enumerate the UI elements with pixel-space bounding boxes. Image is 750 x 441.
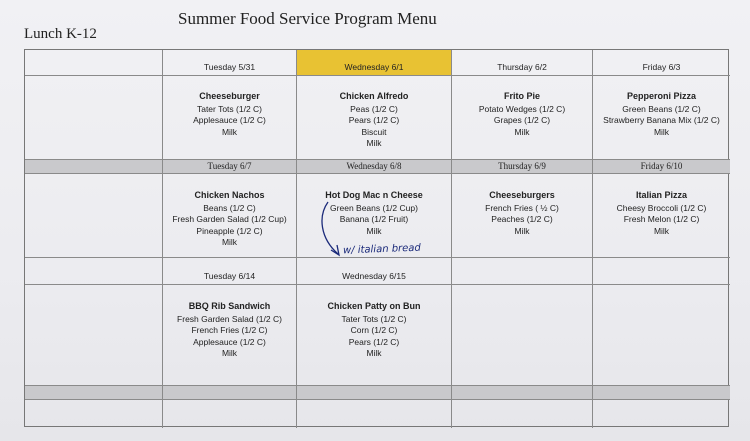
day-header: Thursday 6/2 [452,50,593,76]
meal-cell [452,76,593,160]
page-title: Summer Food Service Program Menu [178,9,437,28]
main-dish: BBQ Rib Sandwich [188,301,271,311]
day-header-empty [593,258,730,285]
day-header: Tuesday 5/31 [163,50,297,76]
row-label-cell [25,258,163,285]
side-item: Fresh Garden Salad (1/2 Cup) [172,214,287,224]
row-label-cell [25,174,163,258]
main-dish: Frito Pie [503,91,540,101]
page-subtitle: Lunch K-12 [24,26,97,42]
side-item: Fresh Melon (1/2 C) [623,214,700,224]
meal-cell [297,285,452,386]
side-item: Biscuit [361,126,387,137]
side-item: Milk [221,348,238,358]
side-item: Milk [514,126,530,137]
empty-meal-cell [593,285,730,386]
meal-cell [163,285,297,386]
handwritten-note: w/ italian bread [342,242,422,257]
side-item: Potato Wedges (1/2 C) [478,103,566,114]
side-item: Green Beans (1/2 Cup) [330,202,418,213]
meal-cell [297,76,452,160]
meal-cell [452,174,593,258]
side-item: Pears (1/2 C) [348,115,400,125]
day-header: Friday 6/3 [593,50,730,76]
side-item: French Fries ( ½ C) [485,202,559,213]
side-item: Applesauce (1/2 C) [193,115,266,125]
day-header: Tuesday 6/7 [163,160,297,174]
empty-meal-cell [452,285,593,386]
side-item: Beans (1/2 C) [203,202,256,213]
side-item: Milk [221,237,238,247]
empty-cell [593,400,730,428]
side-item: Milk [366,138,382,148]
side-item: Fresh Garden Salad (1/2 C) [177,313,282,324]
day-header: Wednesday 6/8 [297,160,452,174]
side-item: Peas (1/2 C) [350,103,398,114]
empty-cell [25,400,163,428]
side-item: Applesauce (1/2 C) [193,336,266,347]
day-header-highlighted: Wednesday 6/1 [297,50,452,76]
meal-cell [163,76,297,160]
main-dish: Chicken Alfredo [339,91,409,101]
empty-cell [297,400,452,428]
side-item: Pineapple (1/2 C) [196,225,263,236]
side-item: Milk [653,126,670,137]
day-header: Wednesday 6/15 [297,258,452,285]
side-item: Milk [221,126,238,137]
side-item: Cheesy Broccoli (1/2 C) [616,202,707,213]
row-separator [593,386,730,400]
main-dish: Hot Dog Mac n Cheese [325,190,423,200]
main-dish: Chicken Patty on Bun [327,301,421,311]
row-separator [163,386,297,400]
row-separator [452,386,593,400]
main-dish: Pepperoni Pizza [626,91,697,101]
day-header-empty [452,258,593,285]
row-label-cell [25,76,163,160]
side-item: Pears (1/2 C) [348,336,400,347]
side-item: French Fries (1/2 C) [191,325,268,335]
empty-cell [452,400,593,428]
main-dish: Italian Pizza [635,190,688,200]
day-header: Tuesday 6/14 [163,258,297,285]
day-header: Thursday 6/9 [452,160,593,174]
side-item: Milk [366,225,382,236]
row-label-cell [25,50,163,76]
meal-cell [163,174,297,258]
side-item: Milk [366,348,382,358]
main-dish: Cheeseburgers [489,190,555,200]
main-dish: Chicken Nachos [194,190,265,200]
row-separator [297,386,452,400]
row-separator [25,386,163,400]
side-item: Milk [514,225,530,236]
row-label-cell [25,285,163,386]
meal-cell [593,76,730,160]
side-item: Corn (1/2 C) [350,325,398,335]
side-item: Green Beans (1/2 C) [622,103,701,114]
side-item: Milk [653,225,670,236]
meal-cell [593,174,730,258]
menu-table [24,49,729,427]
day-header: Friday 6/10 [593,160,730,174]
row-separator [25,160,163,174]
side-item: Strawberry Banana Mix (1/2 C) [603,115,720,125]
side-item: Tater Tots (1/2 C) [341,313,407,324]
main-dish: Cheeseburger [199,91,260,101]
side-item: Peaches (1/2 C) [491,214,553,224]
empty-cell [163,400,297,428]
side-item: Banana (1/2 Fruit) [339,214,409,224]
side-item: Grapes (1/2 C) [493,115,551,125]
side-item: Tater Tots (1/2 C) [196,103,263,114]
